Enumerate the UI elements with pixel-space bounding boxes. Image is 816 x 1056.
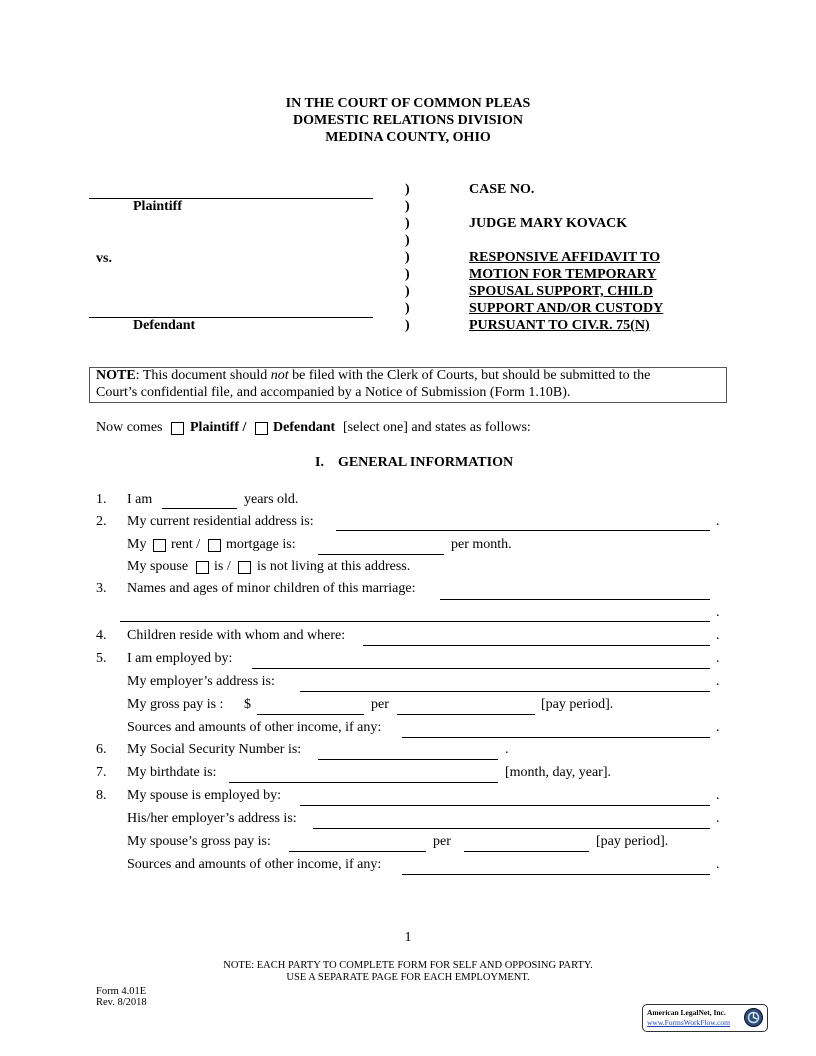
note-text-line2: Court’s confidential file, and accompanied by a Notice of Submission (Form 1.10B). (96, 385, 571, 400)
item-number: 1. (96, 492, 107, 507)
caption-paren: ) (405, 318, 410, 333)
defendant-name-line[interactable] (89, 317, 373, 318)
line-end-period: . (716, 674, 720, 689)
spouse-employer-address-label: His/her employer’s address is: (127, 811, 297, 826)
footer-note-line1: NOTE: EACH PARTY TO COMPLETE FORM FOR SELF AND OPPOSING PARTY. (223, 960, 593, 971)
other-income-label: Sources and amounts of other income, if any: (127, 720, 382, 735)
rent-label: rent / (171, 537, 201, 552)
mortgage-label: mortgage is: (226, 537, 296, 552)
spouse-label: My spouse (127, 559, 189, 574)
children-names-field[interactable] (440, 599, 710, 600)
case-no-label: CASE NO. (469, 182, 535, 197)
age-field[interactable] (162, 508, 237, 509)
document-title-line: SPOUSAL SUPPORT, CHILD (469, 284, 654, 299)
item-number: 8. (96, 788, 107, 803)
note-text-b: be filed with the Clerk of Courts, but should be submitted to the (288, 368, 651, 383)
page-number: 1 (404, 930, 412, 945)
residential-address-field[interactable] (336, 530, 710, 531)
spouse-not-label: is not living at this address. (257, 559, 411, 574)
line-end-period: . (716, 857, 720, 872)
spouse-other-income-field[interactable] (402, 874, 710, 875)
vs-label: vs. (96, 251, 112, 266)
birthdate-format: [month, day, year]. (505, 765, 611, 780)
intro-defendant-label: Defendant (273, 420, 336, 435)
plaintiff-name-line[interactable] (89, 198, 373, 199)
caption-paren: ) (405, 199, 410, 214)
logo-url[interactable]: www.FormsWorkFlow.com (647, 1018, 731, 1027)
line-end-period: . (716, 605, 720, 620)
employer-address-field[interactable] (300, 691, 710, 692)
defendant-label: Defendant (133, 318, 196, 333)
caption-paren: ) (405, 182, 410, 197)
spouse-employer-label: My spouse is employed by: (127, 788, 281, 803)
caption-paren: ) (405, 216, 410, 231)
spouse-gross-pay-per: per (433, 834, 451, 849)
item-number: 5. (96, 651, 107, 666)
dollar-sign: $ (244, 697, 251, 712)
note-text-a: : This document should (135, 368, 271, 383)
residential-address-label: My current residential address is: (127, 514, 314, 529)
document-title-line: MOTION FOR TEMPORARY (469, 267, 657, 282)
item-number: 6. (96, 742, 107, 757)
gross-pay-label: My gross pay is : (127, 697, 224, 712)
spouse-pay-period-label: [pay period]. (596, 834, 669, 849)
line-end-period: . (716, 720, 720, 735)
intro-now-comes: Now comes (96, 420, 163, 435)
line-end-period: . (505, 742, 509, 757)
line-end-period: . (716, 514, 720, 529)
spouse-is-label: is / (214, 559, 231, 574)
gross-pay-field[interactable] (257, 714, 364, 715)
revision-date: Rev. 8/2018 (96, 997, 147, 1008)
pay-period-label: [pay period]. (541, 697, 614, 712)
spouse-employer-field[interactable] (300, 805, 710, 806)
caption-paren: ) (405, 250, 410, 265)
children-reside-label: Children reside with whom and where: (127, 628, 346, 643)
note-text-line1 (96, 368, 650, 384)
defendant-checkbox[interactable] (255, 422, 268, 435)
division-name: DOMESTIC RELATIONS DIVISION (292, 113, 523, 128)
note-label: NOTE (96, 368, 136, 383)
gross-pay-period-field[interactable] (397, 714, 535, 715)
judge-label: JUDGE MARY KOVACK (469, 216, 628, 231)
plaintiff-label: Plaintiff (133, 199, 182, 214)
ssn-label: My Social Security Number is: (127, 742, 302, 757)
children-names-label: Names and ages of minor children of this marriage: (127, 581, 416, 596)
court-name: IN THE COURT OF COMMON PLEAS (285, 96, 531, 111)
employer-field[interactable] (252, 668, 710, 669)
county-name: MEDINA COUNTY, OHIO (325, 130, 491, 145)
caption-paren: ) (405, 233, 410, 248)
line-end-period: . (716, 651, 720, 666)
plaintiff-checkbox[interactable] (171, 422, 184, 435)
caption-paren: ) (405, 284, 410, 299)
birthdate-label: My birthdate is: (127, 765, 217, 780)
housing-amount-field[interactable] (318, 554, 444, 555)
document-title-line: SUPPORT AND/OR CUSTODY (469, 301, 664, 316)
rent-checkbox[interactable] (153, 539, 166, 552)
intro-rest: [select one] and states as follows: (343, 420, 531, 435)
spouse-gross-pay-label: My spouse’s gross pay is: (127, 834, 271, 849)
intro-plaintiff-label: Plaintiff / (190, 420, 247, 435)
item-number: 7. (96, 765, 107, 780)
children-names-field-cont[interactable] (120, 621, 710, 622)
birthdate-field[interactable] (229, 782, 498, 783)
spouse-is-checkbox[interactable] (196, 561, 209, 574)
document-title-line: PURSUANT TO CIV.R. 75(N) (469, 318, 650, 333)
note-emphasis: not (270, 368, 289, 383)
spouse-is-not-checkbox[interactable] (238, 561, 251, 574)
ssn-field[interactable] (318, 759, 498, 760)
age-label: I am (127, 492, 153, 507)
employer-address-label: My employer’s address is: (127, 674, 275, 689)
spouse-gross-pay-field[interactable] (289, 851, 426, 852)
line-end-period: . (716, 628, 720, 643)
form-number: Form 4.01E (96, 986, 147, 997)
globe-icon (743, 1007, 764, 1028)
per-month-label: per month. (451, 537, 512, 552)
spouse-employer-address-field[interactable] (313, 828, 710, 829)
footer-note-line2: USE A SEPARATE PAGE FOR EACH EMPLOYMENT. (286, 972, 530, 983)
other-income-field[interactable] (402, 737, 710, 738)
spouse-other-income-label: Sources and amounts of other income, if any: (127, 857, 382, 872)
mortgage-checkbox[interactable] (208, 539, 221, 552)
section-title: I. GENERAL INFORMATION (315, 455, 514, 470)
item-number: 3. (96, 581, 107, 596)
age-suffix: years old. (244, 492, 299, 507)
legalnet-logo[interactable] (642, 1004, 768, 1032)
line-end-period: . (716, 788, 720, 803)
document-title-line: RESPONSIVE AFFIDAVIT TO (469, 250, 661, 265)
caption-paren: ) (405, 301, 410, 316)
employer-label: I am employed by: (127, 651, 233, 666)
logo-company: American LegalNet, Inc. (647, 1008, 726, 1017)
line-end-period: . (716, 811, 720, 826)
gross-pay-per: per (371, 697, 389, 712)
caption-paren: ) (405, 267, 410, 282)
housing-my-label: My (127, 537, 147, 552)
children-reside-field[interactable] (363, 645, 710, 646)
item-number: 4. (96, 628, 107, 643)
item-number: 2. (96, 514, 107, 529)
spouse-pay-period-field[interactable] (464, 851, 589, 852)
